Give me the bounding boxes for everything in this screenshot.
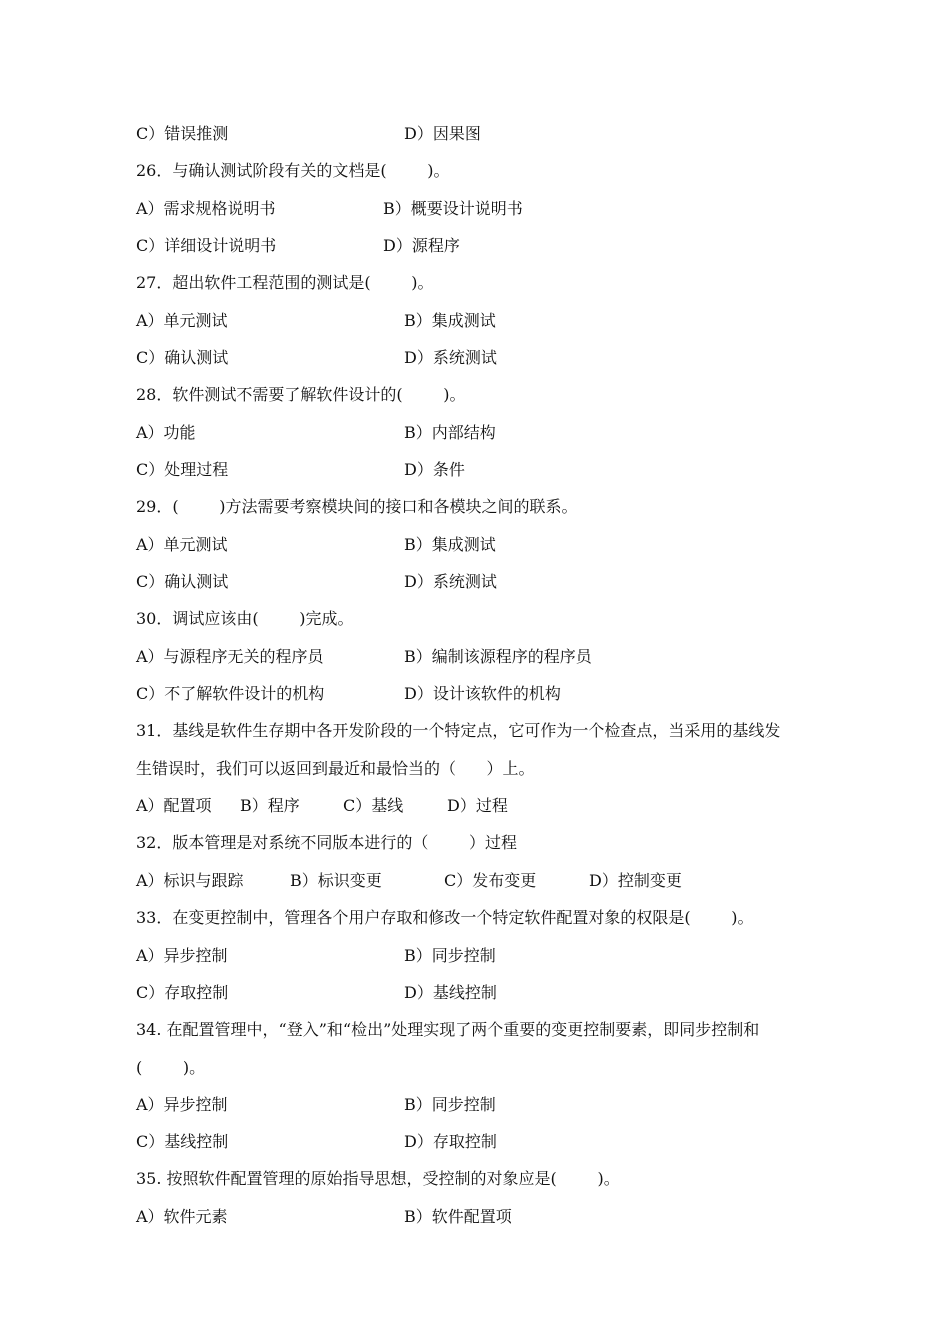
question-34-stem-line2: ( )。	[136, 1058, 206, 1077]
question-35-stem: 35. 按照软件配置管理的原始指导思想，受控制的对象应是( )。	[136, 1169, 620, 1188]
question-30-option-a: A）与源程序无关的程序员	[136, 647, 324, 666]
question-32-option-c: C）发布变更	[444, 871, 537, 890]
question-29-stem: 29．( )方法需要考察模块间的接口和各模块之间的联系。	[136, 497, 578, 516]
question-35-option-b: B）软件配置项	[404, 1207, 512, 1226]
question-26-option-d: D）源程序	[383, 236, 460, 255]
question-33-option-c: C）存取控制	[136, 983, 229, 1002]
question-29-option-b: B）集成测试	[404, 535, 496, 554]
question-28-option-b: B）内部结构	[404, 423, 496, 442]
question-27-stem: 27．超出软件工程范围的测试是( )。	[136, 273, 434, 292]
question-34-option-d: D）存取控制	[404, 1132, 497, 1151]
question-28-option-c: C）处理过程	[136, 460, 229, 479]
question-27-option-d: D）系统测试	[404, 348, 497, 367]
question-32-stem: 32．版本管理是对系统不同版本进行的（ ）过程	[136, 833, 518, 852]
question-29-option-c: C）确认测试	[136, 572, 229, 591]
question-30-stem: 30．调试应该由( )完成。	[136, 609, 354, 628]
question-30-option-d: D）设计该软件的机构	[404, 684, 561, 703]
question-31-option-b: B）程序	[240, 796, 300, 815]
question-26-stem: 26．与确认测试阶段有关的文档是( )。	[136, 161, 450, 180]
question-31-stem-line1: 31．基线是软件生存期中各开发阶段的一个特定点，它可作为一个检查点，当采用的基线发	[136, 721, 781, 740]
question-33-option-d: D）基线控制	[404, 983, 497, 1002]
question-28-stem: 28．软件测试不需要了解软件设计的( )。	[136, 385, 466, 404]
question-35-option-a: A）软件元素	[136, 1207, 228, 1226]
question-29-option-a: A）单元测试	[136, 535, 228, 554]
option-c: C）错误推测	[136, 124, 229, 143]
question-33-option-b: B）同步控制	[404, 946, 496, 965]
question-29-option-d: D）系统测试	[404, 572, 497, 591]
question-34-option-a: A）异步控制	[136, 1095, 228, 1114]
question-27-option-b: B）集成测试	[404, 311, 496, 330]
question-33-stem: 33．在变更控制中，管理各个用户存取和修改一个特定软件配置对象的权限是( )。	[136, 908, 754, 927]
question-31-option-d: D）过程	[447, 796, 508, 815]
question-33-option-a: A）异步控制	[136, 946, 228, 965]
question-32-option-a: A）标识与跟踪	[136, 871, 244, 890]
question-31-option-c: C）基线	[343, 796, 404, 815]
question-34-option-c: C）基线控制	[136, 1132, 229, 1151]
question-28-option-d: D）条件	[404, 460, 465, 479]
question-30-option-c: C）不了解软件设计的机构	[136, 684, 325, 703]
question-30-option-b: B）编制该源程序的程序员	[404, 647, 592, 666]
question-31-stem-line2: 生错误时，我们可以返回到最近和最恰当的（ ）上。	[136, 759, 535, 778]
question-26-option-c: C）详细设计说明书	[136, 236, 277, 255]
question-32-option-b: B）标识变更	[290, 871, 382, 890]
question-32-option-d: D）控制变更	[589, 871, 682, 890]
question-27-option-c: C）确认测试	[136, 348, 229, 367]
question-28-option-a: A）功能	[136, 423, 196, 442]
question-34-option-b: B）同步控制	[404, 1095, 496, 1114]
question-31-option-a: A）配置项	[136, 796, 212, 815]
question-27-option-a: A）单元测试	[136, 311, 228, 330]
question-26-option-b: B）概要设计说明书	[383, 199, 523, 218]
question-26-option-a: A）需求规格说明书	[136, 199, 276, 218]
option-d: D）因果图	[404, 124, 481, 143]
question-34-stem-line1: 34. 在配置管理中，“登入”和“检出”处理实现了两个重要的变更控制要素，即同步控制和	[136, 1020, 760, 1039]
